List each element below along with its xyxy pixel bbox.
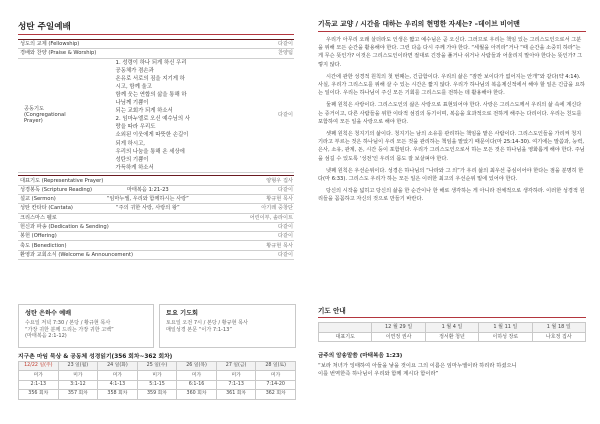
bible-book: 미가 xyxy=(19,371,59,380)
prayer-guide-table xyxy=(318,322,586,342)
worship-row xyxy=(18,49,294,58)
prayer-name: 정서환 청년 xyxy=(425,332,478,342)
prayer-date: 12 월 29 일 xyxy=(372,323,425,333)
essay-paragraph: 시간에 관한 성경적 원칙의 첫 번째는, 긴급함이다. 우리의 삶은 “잠깐 보이다가 없어지는 안개”와 같다(약 4:14). 사실, 우리가 그리스도를 위해 살 수 있는 시간은 짧지 않다. 우리가 하나님의 복음제신적에서 해야 할 일은 긴급을 요하는 일이다. 우리는 하나님이 주신 모든 기회를 그리스도를 전하는 데 활용해야 한다. xyxy=(318,73,585,97)
essay-title: 기독교 교양 / 시간을 대하는 우리의 현명한 자세는? –데이브 비어맨 xyxy=(318,18,586,32)
essay-paragraph: 당신의 시작을 넓히고 당신의 삶을 한 순간이나 한 해로 생각하는 게 아니라 전체적으로 생각하라. 이러한 성경적 원리들을 꼼꼼하고 자신의 것으로 만들기 바란다. xyxy=(318,188,585,203)
service-box-line: “가장 귀한 분께 드리는 가장 귀한 고백” xyxy=(25,326,114,333)
prayer-name: 이연정 권사 xyxy=(372,332,425,342)
bible-day-row xyxy=(19,362,296,371)
bible-round-row xyxy=(19,390,296,399)
prayer-name: 이하성 장로 xyxy=(479,332,532,342)
prayer-date: 1 월 11 일 xyxy=(479,323,532,333)
worship-detail: 마태복음 1:21-23 xyxy=(105,185,192,194)
worship-part: 크리스마스 펠로 xyxy=(18,213,191,222)
cantata-title: “주의 귀한 사랑, 사랑의 왕” xyxy=(105,204,192,213)
worship-part: 대표기도 (Representative Prayer) xyxy=(18,176,191,185)
prayer-date-row xyxy=(319,323,586,333)
worship-part: 경배와 찬양 (Praise & Worship) xyxy=(18,49,191,58)
worship-row xyxy=(18,176,294,185)
worship-row xyxy=(18,40,294,49)
worship-leader: 아기레 중창단 xyxy=(191,204,294,213)
bible-verse: 4:1-13 xyxy=(98,380,138,389)
worship-part: 설교 (Sermon) xyxy=(18,195,105,204)
worship-part: 성경봉독 (Scripture Reading) xyxy=(18,185,105,194)
bible-round: 362 회차 xyxy=(256,390,296,399)
worship-row xyxy=(18,204,294,213)
worship-row xyxy=(18,185,294,194)
bible-day: 25 일(수) xyxy=(137,362,177,371)
worship-part: 성도의 교제 (Fellowship) xyxy=(18,40,191,49)
bible-book: 미가 xyxy=(137,371,177,380)
bible-round: 359 회차 xyxy=(137,390,177,399)
bible-verse: 6:1-16 xyxy=(177,380,217,389)
worship-row xyxy=(18,222,294,231)
prayer-guide-title: 기도 안내 xyxy=(318,305,586,318)
worship-leader: 다같이 xyxy=(191,58,294,172)
bible-verse: 3:1-12 xyxy=(58,380,98,389)
worship-part: 축도 (Benediction) xyxy=(18,241,191,250)
congregational-prayer-text xyxy=(105,58,192,172)
congregational-prayer-row xyxy=(18,58,294,172)
worship-leader: 황규현 목사 xyxy=(191,195,294,204)
prayer-name: 나호정 집사 xyxy=(532,332,585,342)
prayer-body: 1. 성령이 하나 되게 하신 우리 공동체가 겸손과 온유로 서로의 짐을 지기게 하시고, 함께 울고 함께 웃는 연합의 삶을 통해 하나님께 기쁨이 되는 교회가 되게 하소서 2. 임마누엘로 오신 예수님의 사랑을 따라 우리도 소외된 이웃에게 따뜻한 손길이 되게 하시고, 우리의 나눔을 통해 온 세상에 성탄의 기쁨이 가득하게 하소서 xyxy=(115,59,191,171)
bible-verse-row xyxy=(19,380,296,389)
bible-book: 미가 xyxy=(98,371,138,380)
bible-book-row xyxy=(19,371,296,380)
worship-part: 환영과 교회소식 (Welcome & Announcement) xyxy=(18,250,191,259)
worship-order-table xyxy=(18,39,294,260)
prayer-date: 1 월 4 일 xyxy=(425,323,478,333)
worship-leader: 양형우 집사 xyxy=(191,176,294,185)
worship-part: 봉헌 (Offering) xyxy=(18,232,191,241)
prayer-corner-cell xyxy=(319,323,372,333)
memory-verse-text: “보라 처녀가 잉태하여 아들을 낳을 것이요 그의 이름은 임마누엘이라 하리라 하셨으니 이를 번역한즉 하나님이 우리와 함께 계시다 함이라” xyxy=(318,363,517,377)
bible-verse: 5:1-15 xyxy=(137,380,177,389)
bible-round: 360 회차 xyxy=(177,390,217,399)
bible-reading-table xyxy=(18,361,296,400)
bible-round: 358 회차 xyxy=(98,390,138,399)
worship-row xyxy=(18,232,294,241)
bible-day: 24 일(화) xyxy=(98,362,138,371)
bible-book: 미가 xyxy=(256,371,296,380)
prayer-row-label: 대표기도 xyxy=(319,332,372,342)
service-box-title: 성탄 은하수 예배 xyxy=(25,310,72,317)
service-box-line: 토요일 오전 7시 / 본당 / 황규현 목사 xyxy=(166,320,248,326)
essay-paragraph: 둘째 원칙은 사랑이다. 그리스도인의 삶은 사랑으로 표현되어야 한다. 사랑은 그리스도께서 우리의 삶 속에 계신다는 증거이고, 다른 사람들을 위한 이타적 섬김의 동기이며, 복음을 효과적으로 전하게 해주는 다리이다. 우리는 친도를 포함하여 모든 일을 사랑으로 해야 한다. xyxy=(318,102,582,125)
sermon-title: “임마누엘, 우리와 함께하시는 사랑” xyxy=(105,195,192,204)
worship-leader: 다같이 xyxy=(191,250,294,259)
weekly-services xyxy=(18,304,296,348)
worship-leader: 찬양팀 xyxy=(191,49,294,58)
essay-paragraph: 넷째 원칙은 우선순위이다. 성경은 하나님의 “나라와 그 의”가 우리 삶의 최우선 중심이어야 한다는 점을 분명히 한다(마 6:33). 그리스도 우리가 하는 모든 일은 이러한 최고의 우선순위 밑에 있어야 한다. xyxy=(318,167,584,183)
service-box-line: (마태복음 2:1-12) xyxy=(25,333,67,340)
bible-day: 26 일(목) xyxy=(177,362,217,371)
service-box-line: 매일성경 본문 “이가 7:1-13” xyxy=(166,326,233,333)
bible-day: 28 일(토) xyxy=(256,362,296,371)
bible-day: 27 일(금) xyxy=(216,362,256,371)
worship-row xyxy=(18,241,294,250)
prayer-date: 1 월 18 일 xyxy=(532,323,585,333)
worship-row xyxy=(18,213,294,222)
memory-verse-title: 금주의 암송말씀 (마태복음 1:23) xyxy=(318,353,403,359)
service-box-line: 수요일 저녁 7:30 / 본당 / 황규현 목사 xyxy=(25,320,111,326)
worship-part: 성탄 칸타타 (Cantata) xyxy=(18,204,105,213)
essay-paragraph: 셋째 원칙은 청지기의 삶이다. 청지기는 남의 소유를 관리하는 책임을 맡은 사람이다. 그리스도인들을 가리켜 청지기라고 부르는 것은 하나님이 우리 모든 것을 관리하는 책임을 맡았기 때문이다(마 25:14-30). 여기에는 말씀과, 능력, 은사, 소유, 관계, 돈, 시간 등이 포함된다. 우리가 그리스도인으로서 하는 모든 것은 하나님을 영화롭게 해야 한다. 주님을 섬길 수 있도록 ‘성전’인 우리의 몸도 잘 보살펴야 한다. xyxy=(318,131,585,162)
service-box-title: 토요 기도회 xyxy=(166,310,199,317)
bible-round: 356 회차 xyxy=(19,390,59,399)
bible-verse: 7:14-20 xyxy=(256,380,296,389)
bible-book: 미가 xyxy=(216,371,256,380)
worship-row xyxy=(18,195,294,204)
bible-verse: 2:1-13 xyxy=(19,380,59,389)
worship-leader: 다같이 xyxy=(191,185,294,194)
congregational-prayer-label: 공동기도 (Congregational Prayer) xyxy=(18,58,105,172)
worship-leader: 어린이부, 솔라이트 xyxy=(191,213,294,222)
bible-verse: 7:1-13 xyxy=(216,380,256,389)
bible-day: 12/22 일(주) xyxy=(19,362,59,371)
saturday-prayer-box xyxy=(159,304,296,348)
essay-paragraph: 우리가 아무리 오래 살더라도 인생은 짧고 예수님은 곧 오신다. 그러므로 우리는 책임 있는 그리스도인으로서 그분을 위해 모든 순간을 활용해야 한다. 그런 다음 다시 주께 가야 한다. “세월을 아끼라”거나 “때 순간을 소중히 하라”는 게 무슨 뜻인가? 이것은 그리스도인이라면 절대로 긴장을 풀거나 쉬거나 사람들과 어울리지 말아야 한다는 뜻인가? 그렇지 않다. xyxy=(318,37,583,68)
sunday-evening-service-box xyxy=(18,304,154,348)
worship-title: 성탄 주일예배 xyxy=(18,20,294,35)
worship-leader: 다같이 xyxy=(191,40,294,49)
worship-part: 헌신과 파송 (Dedication & Sending) xyxy=(18,222,191,231)
worship-leader: 황규현 목사 xyxy=(191,241,294,250)
right-page-footer xyxy=(300,0,600,424)
bible-book: 미가 xyxy=(177,371,217,380)
bible-round: 361 회차 xyxy=(216,390,256,399)
worship-leader: 다같이 xyxy=(191,222,294,231)
bible-book: 미가 xyxy=(58,371,98,380)
bible-round: 357 회차 xyxy=(58,390,98,399)
bible-day: 23 일(월) xyxy=(58,362,98,371)
worship-row xyxy=(18,250,294,259)
prayer-name-row xyxy=(319,332,586,342)
worship-leader: 다같이 xyxy=(191,232,294,241)
bible-reading-title: 지구촌 마임 묵상 & 공동체 성경읽기(356 회차~362 회차) xyxy=(18,354,173,360)
